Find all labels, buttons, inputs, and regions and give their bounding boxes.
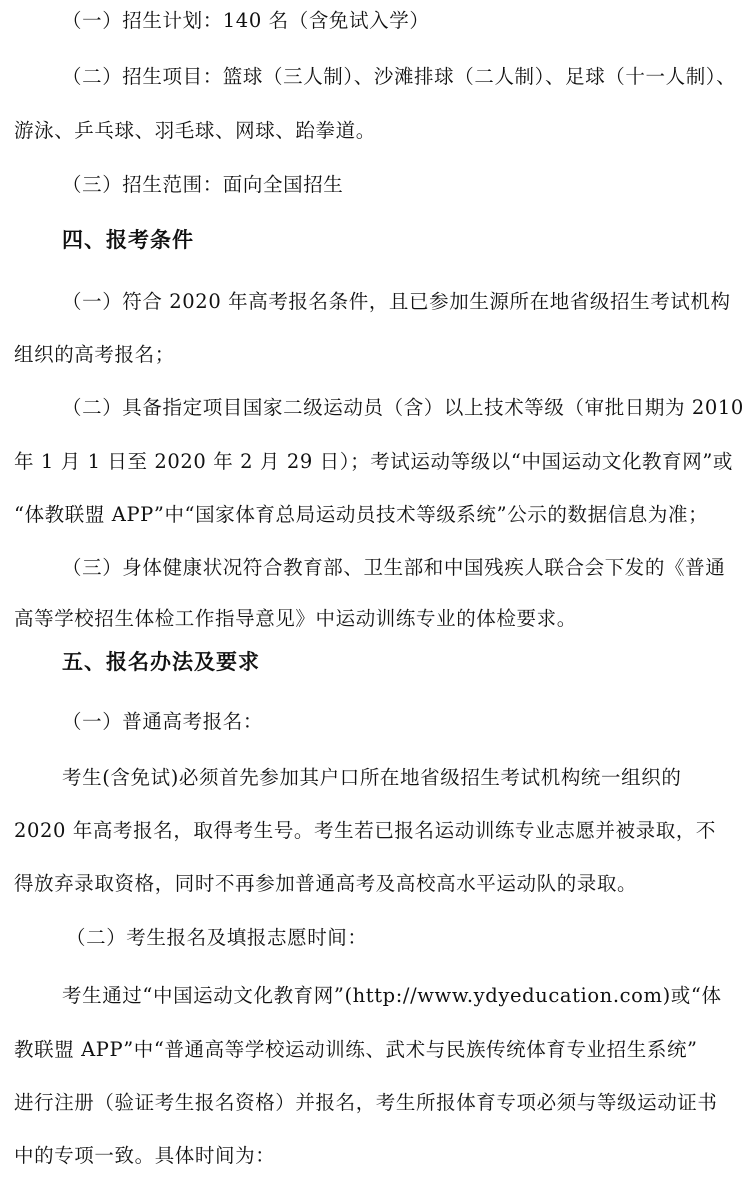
section-heading-conditions: 四、报考条件 (62, 227, 194, 252)
subsection-title-timeline: （二）考生报名及填报志愿时间： (66, 926, 368, 949)
condition-3-line1: （三）身体健康状况符合教育部、卫生部和中国残疾人联合会下发的《普通 (62, 556, 726, 579)
condition-2-line3: “体教联盟 APP”中“国家体育总局运动员技术等级系统”公示的数据信息为准； (14, 503, 709, 526)
condition-2-line1: （二）具备指定项目国家二级运动员（含）以上技术等级（审批日期为 2010 (62, 396, 744, 419)
condition-1-line2: 组织的高考报名； (14, 343, 175, 366)
enrollment-plan: （一）招生计划：140 名（含免试入学） (62, 9, 430, 32)
condition-2-line2: 年 1 月 1 日至 2020 年 2 月 29 日）；考试运动等级以“中国运动文化教育网”或 (14, 450, 734, 473)
gaokao-paragraph-line1: 考生(含免试)必须首先参加其户口所在地省级招生考试机构统一组织的 (62, 766, 682, 789)
enrollment-sports-line1: （二）招生项目：篮球（三人制）、沙滩排球（二人制）、足球（十一人制）、 (62, 65, 737, 88)
gaokao-paragraph-line2: 2020 年高考报名，取得考生号。考生若已报名运动训练专业志愿并被录取，不 (14, 819, 717, 842)
gaokao-paragraph-line3: 得放弃录取资格，同时不再参加普通高考及高校高水平运动队的录取。 (14, 872, 638, 895)
timeline-paragraph-line1: 考生通过“中国运动文化教育网”(http://www.ydyeducation.com)或“体 (62, 984, 722, 1007)
condition-1-line1: （一）符合 2020 年高考报名条件，且已参加生源所在地省级招生考试机构 (62, 290, 731, 313)
enrollment-sports-line2: 游泳、乒乓球、羽毛球、网球、跆拳道。 (14, 119, 376, 142)
enrollment-scope: （三）招生范围：面向全国招生 (62, 173, 344, 196)
subsection-title-gaokao: （一）普通高考报名： (62, 710, 264, 733)
timeline-paragraph-line2: 教联盟 APP”中“普通高等学校运动训练、武术与民族传统体育专业招生系统” (14, 1038, 698, 1061)
section-heading-registration: 五、报名办法及要求 (62, 649, 260, 674)
condition-3-line2: 高等学校招生体检工作指导意见》中运动训练专业的体检要求。 (14, 607, 577, 630)
timeline-paragraph-line3: 进行注册（验证考生报名资格）并报名，考生所报体育专项必须与等级运动证书 (14, 1091, 718, 1114)
timeline-paragraph-line4: 中的专项一致。具体时间为： (14, 1144, 276, 1167)
